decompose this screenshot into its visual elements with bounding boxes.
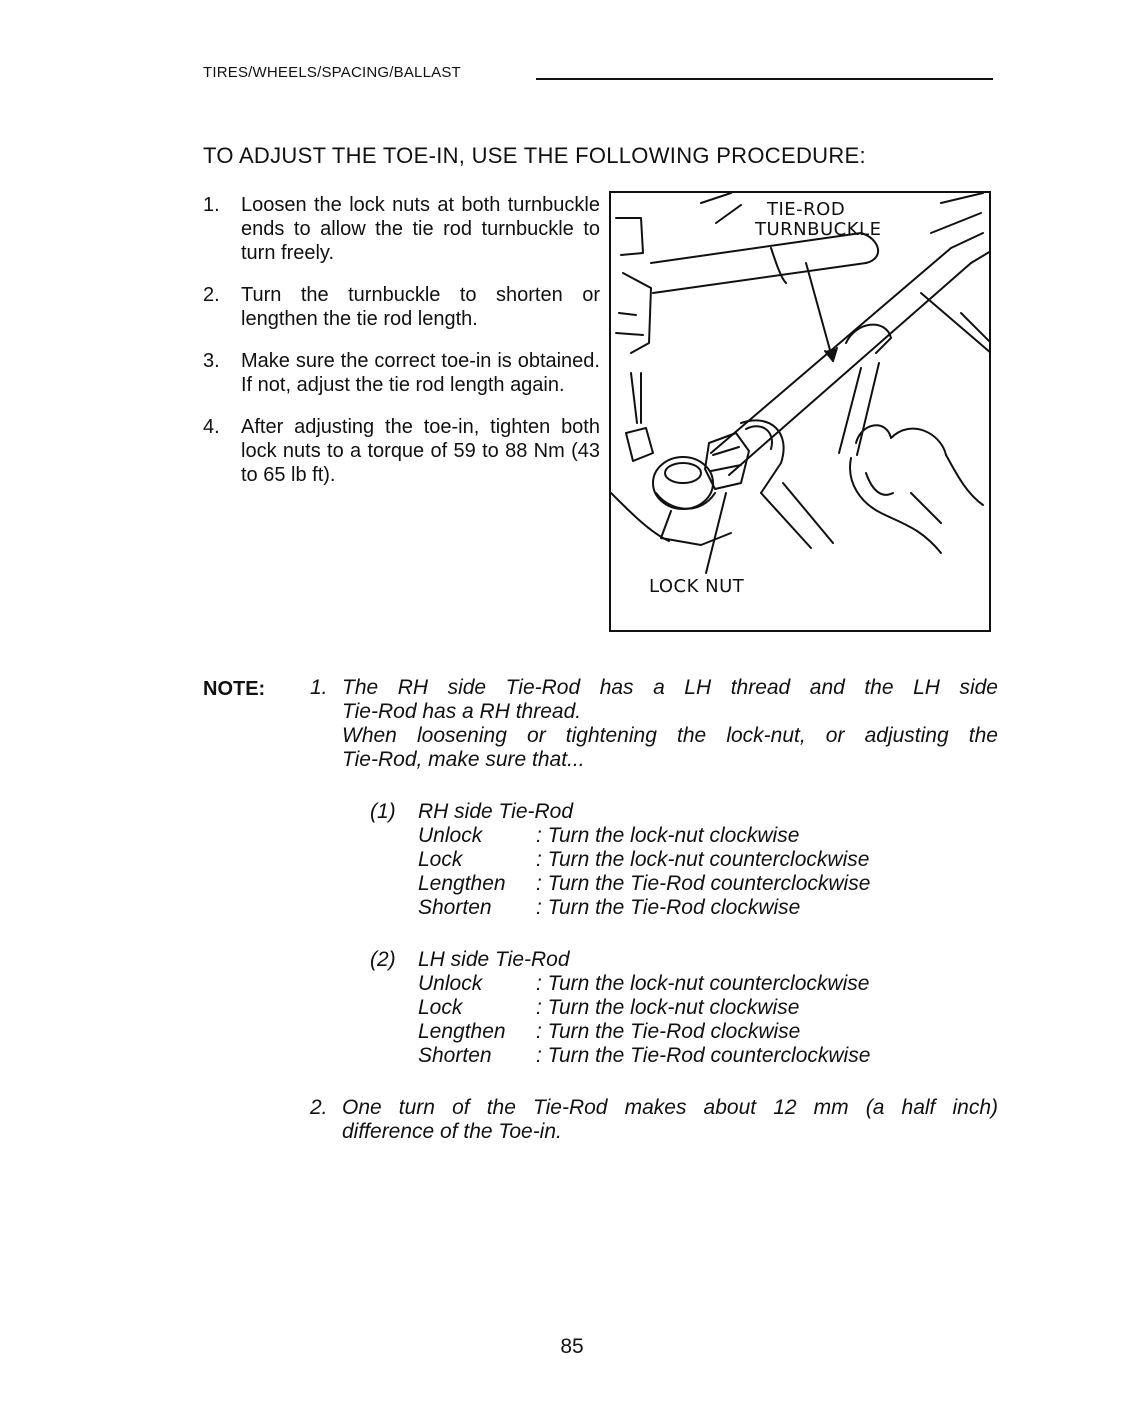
note-item-2 — [310, 1096, 998, 1144]
step-2 — [203, 283, 600, 331]
rule-value: : Turn the Tie-Rod clockwise — [536, 896, 801, 919]
rule-row — [418, 996, 998, 1020]
turnbuckle-label: TURNBUCKLE — [755, 219, 882, 240]
rule-value: : Turn the Tie-Rod counterclockwise — [536, 872, 871, 895]
lh-side-rules — [370, 948, 998, 1068]
rule-key: Lock — [418, 996, 463, 1019]
rule-row — [418, 1020, 998, 1044]
header-rule — [536, 78, 993, 80]
note-line: When loosening or tightening the lock-nut, or adjusting the — [342, 724, 998, 747]
tie-rod-illustration — [609, 191, 991, 632]
rh-side-rules — [370, 800, 998, 920]
rule-value: : Turn the lock-nut clockwise — [536, 996, 800, 1019]
rules-list — [418, 972, 998, 1068]
sub-number: (1) — [370, 800, 396, 823]
step-text: Make sure the correct toe-in is obtained. If not, adjust the tie rod length again. — [241, 350, 600, 396]
rule-value: : Turn the Tie-Rod clockwise — [536, 1020, 801, 1043]
rule-row — [418, 824, 998, 848]
rule-key: Lengthen — [418, 1020, 506, 1043]
step-text: Loosen the lock nuts at both turnbuckle ends to allow the tie rod turnbuckle to turn freely. — [241, 194, 600, 264]
step-text: After adjusting the toe-in, tighten both lock nuts to a torque of 59 to 88 Nm (43 to 65 lb ft). — [241, 416, 600, 486]
rule-row — [418, 972, 998, 996]
page-number: 85 — [560, 1335, 584, 1358]
rule-value: : Turn the Tie-Rod counterclockwise — [536, 1044, 871, 1067]
rule-value: : Turn the lock-nut counterclockwise — [536, 972, 870, 995]
step-number: 2. — [203, 284, 220, 306]
note-line: The RH side Tie-Rod has a LH thread and the LH side — [342, 676, 998, 699]
step-number: 1. — [203, 194, 220, 216]
rule-row — [418, 872, 998, 896]
note-body — [310, 676, 998, 1144]
note-number: 1. — [310, 676, 328, 699]
note-number: 2. — [310, 1096, 328, 1119]
section-header: TIRES/WHEELS/SPACING/BALLAST — [203, 64, 461, 81]
rules-list — [418, 824, 998, 920]
note-text — [342, 1096, 998, 1144]
rule-row — [418, 1044, 998, 1068]
tie-rod-label: TIE-ROD — [767, 199, 846, 220]
rh-side-heading — [370, 800, 998, 824]
rule-key: Lock — [418, 848, 463, 871]
step-number: 4. — [203, 416, 220, 438]
tie-rod-drawing — [611, 193, 991, 632]
step-text: Turn the turnbuckle to shorten or lengthen the tie rod length. — [241, 284, 600, 330]
note-item-1 — [310, 676, 998, 1068]
sub-title: LH side Tie-Rod — [418, 948, 570, 971]
note-label: NOTE: — [203, 678, 266, 700]
lh-side-heading — [370, 948, 998, 972]
sub-title: RH side Tie-Rod — [418, 800, 574, 823]
note-line: Tie-Rod, make sure that... — [342, 748, 585, 771]
rule-key: Lengthen — [418, 872, 506, 895]
step-3 — [203, 349, 600, 397]
step-1 — [203, 193, 600, 265]
rule-key: Shorten — [418, 896, 492, 919]
step-4 — [203, 415, 600, 487]
rule-key: Unlock — [418, 824, 483, 847]
note-line: Tie-Rod has a RH thread. — [342, 700, 582, 723]
note-line: One turn of the Tie-Rod makes about 12 mm (a half inch) — [342, 1096, 998, 1119]
rule-row — [418, 848, 998, 872]
procedure-steps — [203, 193, 600, 505]
step-number: 3. — [203, 350, 220, 372]
rule-key: Shorten — [418, 1044, 492, 1067]
note-text — [342, 676, 998, 1068]
rule-value: : Turn the lock-nut clockwise — [536, 824, 800, 847]
note-line: difference of the Toe-in. — [342, 1120, 562, 1143]
procedure-title: TO ADJUST THE TOE-IN, USE THE FOLLOWING PROCEDURE: — [203, 143, 866, 168]
rule-key: Unlock — [418, 972, 483, 995]
lock-nut-label: LOCK NUT — [649, 576, 745, 597]
rule-value: : Turn the lock-nut counterclockwise — [536, 848, 870, 871]
sub-number: (2) — [370, 948, 396, 971]
rule-row — [418, 896, 998, 920]
